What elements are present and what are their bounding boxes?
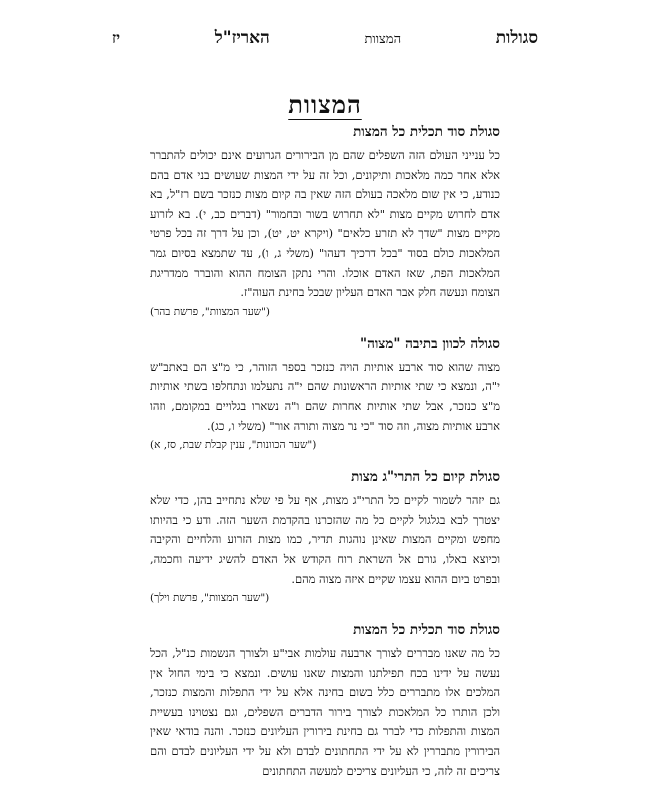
running-head bbox=[112, 28, 538, 50]
chapter-title-text: המצוות bbox=[288, 90, 362, 119]
section-text: מצוה שהוא סוד ארבע אותיות הויה כנזכר בספר הזוהר, כי מ"צ הם באתב"ש י"ה, ונמצא כי שתי אותיות הראשונות שהם י"ה נתעלמו ונתחלפו בשתי אותיות מ"צ כנזכר, אבל שתי אותיות אחרות שהם ו"ה נשארו בגלויים במקומם, וזהו ארבע אותיות מצוה, וזה סוד "כי נר מצוה ותורה אור" (משלי ו, כג). bbox=[150, 359, 500, 433]
section-text: כל ענייני העולם הזה השפלים שהם מן הבירורים הגרועים אינם יכולים להתברר אלא אחר כמה מלאכות ותיקונים, וכל זה על ידי המצות שעושים בני אדם בהם כנודע, כי אין שום מלאכה בעולם הזה שאין בה קיום מצות כנזכר בשם רז"ל, בא אדם לחרוש מקיים מצות "לא תחרוש בשור ובחמור" (דברים כב, י). בא לזרוע מקיים מצות "שדך לא תזרע כלאים" (ויקרא יט, יט), וכן על דרך זה בכל פרטי המלאכות כולם בסוד "בכל דרכיך דעהו" (משלי ג, ו), עד שתמצא בסיום גמר המלאכות הפת, שאז האדם אוכלו. והרי נתקן הצומח ההוא והוברר ממדריגת הצומח ונעשה חלק אבר האדם העליון שבכל בחינת העוה"ז. bbox=[150, 148, 500, 300]
running-head-section: המצוות bbox=[364, 32, 402, 47]
page-number: יז bbox=[112, 29, 121, 47]
section-title: סגולת סוד תכלית כל המצות bbox=[353, 622, 500, 639]
section-title: סגולה לכוון בתיבה "מצוה" bbox=[360, 335, 500, 352]
section-text: גם יזהר לשמור לקיים כל התרי"ג מצות, אף על פי שלא נתחייב בהן, כדי שלא יצטרך לבא בגלגול לקיים כל מה שהזכרנו בהקדמת השער הזה. ודע כי בהיותו מחפש ומקיים המצות שאינן נוהגות תדיר, כמו מצות הזרוע והלחיים והקיבה וכיוצא באלו, גורם אל השראת רוח הקודש אל האדם להשיג ידיעה וחכמה, ובפרט ביום ההוא עצמו שקיים איזה מצוה מהם. bbox=[150, 493, 500, 586]
chapter-title bbox=[0, 90, 650, 120]
running-head-book-title: סגולות bbox=[495, 28, 538, 48]
page-content bbox=[150, 124, 500, 799]
section-1 bbox=[150, 124, 500, 318]
section-3 bbox=[150, 469, 500, 604]
section-text: כל מה שאנו מבררים לצורך ארבעה עולמות אבי"ע ולצורך הנשמות כנ"ל, הכל נעשה על ידינו בכח תפילתנו והמצות שאנו עושים. ונמצא כי בימי החול אין המלכים אלו מתבררים כלל בשום בחינה אלא על ידי התפלות והמצות כנזכר, ולכן הותרו כל המלאכות לצורך בירור הדברים השפלים, וגם נצטוינו בעשיית המצות והתפלות כדי לברר גם בחינת בירורין העליונים כנזכר. והנה בודאי שאין הבירורין מתבררין לא על ידי התחתונים לבדם ולא על ידי העליונים לבדם והם צריכים זה לזה, כי העליונים צריכים למעשה התחתונים bbox=[150, 646, 500, 778]
section-2 bbox=[150, 336, 500, 451]
section-title: סגולת סוד תכלית כל המצות bbox=[353, 124, 500, 140]
source-citation: ("שער המצוות", פרשת בהר) bbox=[150, 305, 271, 318]
section-title: סגולת קיום כל התרי"ג מצות bbox=[351, 469, 500, 486]
source-citation: ("שער המצוות", פרשת וילך) bbox=[150, 592, 270, 605]
running-head-author: האריז"ל bbox=[214, 28, 270, 48]
source-citation: ("שער הכוונות", ענין קבלת שבת, סז, א) bbox=[150, 439, 317, 452]
section-4 bbox=[150, 622, 500, 781]
